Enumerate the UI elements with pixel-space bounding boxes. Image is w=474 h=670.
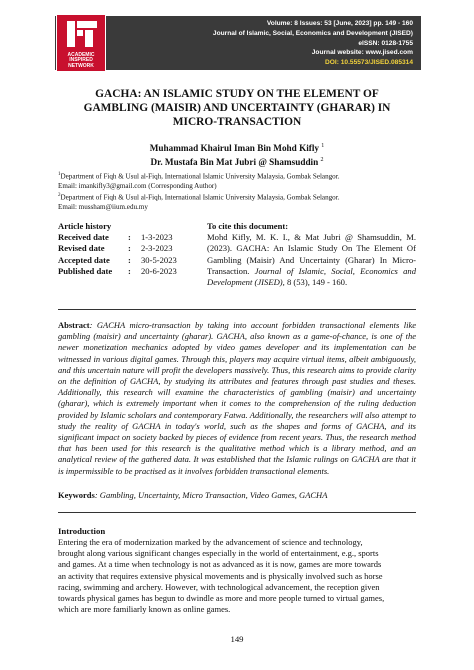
abstract-text: : GACHA micro-transaction by taking into account forbidden transactional elements like gambling (maisir) and uncertainty (gharar). GACHA, also known as a game-of-chance, is one of the newer monetization mechanics adopted by video games developer and its implementation can be witnessed in various digital games. Through this, players may acquire virtual items, albeit ambiguously, and this uncertain nature will profit the developers massively. Thus, this research aims to provide clarity on the definition of GACHA, by studying its attributes and features through past studies and theses. Additionally, this research will examine the characteristics of gambling (maisir) and uncertainty (gharar), which is extremely important when it comes to the comprehension of the ruling deduction provided by Islamic scholars and contemporary Fatwa. Additionally, the researchers will also attempt to study the reality of GACHA in today's world, such as the shapes and forms of GACHA, and its significant impact on society backed by pieces of evidence from recent years. Thus, the research method that has been used for this research is the qualitative method which is a library method, and an analytical review of the gathered data. It was established that the Islamic rulings on GACHA are that it is impermissible to be practised as it involves forbidden transactional elements. bbox=[58, 320, 416, 476]
journal-info bbox=[213, 19, 413, 68]
author-2: Dr. Mustafa Bin Mat Jubri @ Shamsuddin $^2$ bbox=[150, 157, 324, 168]
paper-title: GACHA: AN ISLAMIC STUDY ON THE ELEMENT OF GAMBLING (MAISIR) AND UNCERTAINTY (GHARAR) IN MICRO-TRANSACTION bbox=[83, 88, 391, 128]
affiliation-1-email: Email: imankifly3@gmail.com (Corresponding Author) bbox=[58, 181, 217, 190]
affiliations bbox=[58, 170, 339, 212]
keywords bbox=[58, 490, 416, 501]
academic-inspired-network-logo bbox=[56, 14, 106, 72]
divider bbox=[58, 512, 416, 513]
history-row: Revised date : 2-3-2023 bbox=[58, 243, 173, 254]
article-history bbox=[58, 221, 177, 277]
logo-text: ACADEMIC INSPIRED NETWORK bbox=[67, 51, 95, 69]
journal-name: Journal of Islamic, Social, Economics and Development (JISED) bbox=[212, 29, 413, 37]
citation-block bbox=[207, 221, 416, 288]
keywords-text: : Gambling, Uncertainty, Micro Transaction, Video Games, GACHA bbox=[94, 490, 328, 500]
author-1: Muhammad Khairul Iman Bin Mohd Kifly $^1$ bbox=[149, 143, 325, 154]
introduction-heading: Introduction bbox=[58, 526, 106, 536]
citation-heading: To cite this document: bbox=[207, 221, 289, 231]
journal-header-banner bbox=[55, 16, 421, 70]
keywords-label: Keywords bbox=[58, 490, 95, 500]
logo-mark-icon bbox=[65, 19, 99, 49]
citation-text: Mohd Kifly, M. K. I., & Mat Jubri @ Shamsuddin, M. (2023). GACHA: An Islamic Study On The Element Of Gambling (Maisir) And Uncertainty (Gharar) In Micro-Transaction. Journal of Islamic, Social, Economics and Development (JISED), 8 (53), 149 - 160. bbox=[207, 232, 416, 288]
history-row: Published date : 20-6-2023 bbox=[58, 265, 177, 276]
affiliation-2-email: Email: mussham@iium.edu.my bbox=[58, 202, 148, 211]
divider bbox=[58, 309, 416, 310]
eissn: eISSN: 0128-1755 bbox=[358, 39, 413, 47]
affiliation-2: $^2$Department of Fiqh & Usul al-Fiqh, International Islamic University Malaysia, Gombak Selangor. bbox=[58, 193, 340, 202]
abstract bbox=[58, 320, 416, 477]
history-heading: Article history bbox=[58, 221, 112, 231]
volume-issue: Volume: 8 Issues: 53 [June, 2023] pp. 149 - 160 bbox=[266, 20, 413, 27]
affiliation-1: $^1$Department of Fiqh & Usul al-Fiqh, International Islamic University Malaysia, Gombak Selangor. bbox=[58, 172, 340, 181]
history-row: Accepted date : 30-5-2023 bbox=[58, 254, 177, 265]
history-row: Received date : 1-3-2023 bbox=[58, 232, 173, 243]
page-number: 149 bbox=[230, 634, 244, 644]
author-list bbox=[40, 140, 434, 168]
doi[interactable]: DOI: 10.55573/JISED.085314 bbox=[325, 59, 413, 67]
journal-website[interactable]: Journal website: www.jised.com bbox=[311, 49, 413, 57]
abstract-label: Abstract bbox=[58, 320, 90, 330]
introduction-text: Entering the era of modernization marked by the advancement of science and technology, brought along various significant changes especially in the world of entertainment, e.g., sports and games. At a time when technology is not as advanced as it is now, games are more towards an activity that requires extensive physical movements and is physically involved such as horse racing, swimming and archery. However, with technological advancement, the reception given towards physical games has begun to dwindle as more and more people turned to virtual games, which are more familiarly known as online games. bbox=[58, 537, 385, 615]
